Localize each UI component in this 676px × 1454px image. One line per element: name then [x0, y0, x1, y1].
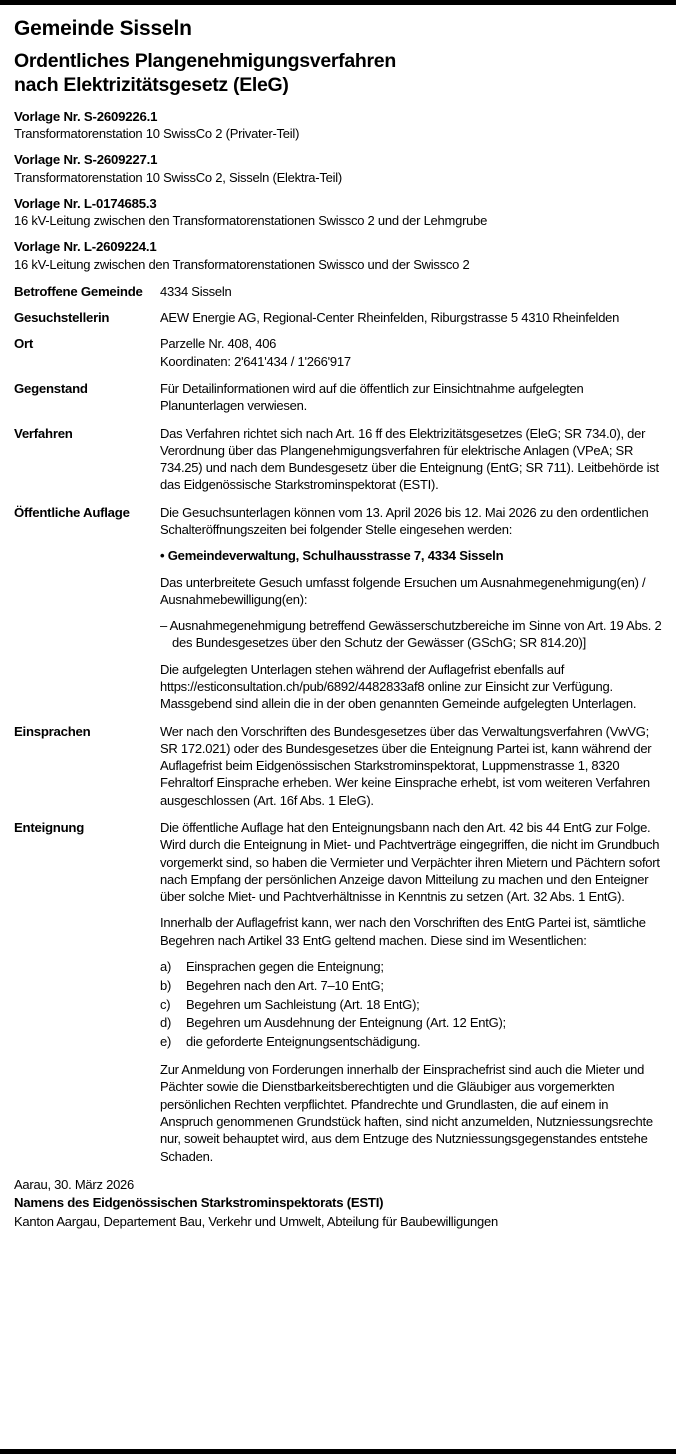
enteignung-begehren-list	[160, 958, 662, 1052]
vorlage-entry	[14, 109, 662, 143]
auflage-paragraph-1: Die Gesuchsunterlagen können vom 13. April 2026 bis 12. Mai 2026 zu den ordentlichen Schalteröffnungszeiten bei folgender Stelle eingesehen werden:	[160, 504, 649, 537]
value-enteignung	[160, 819, 662, 1165]
enteignung-paragraph-2: Innerhalb der Auflagefrist kann, wer nach den Vorschriften des EntG Partei ist, sämtliche Begehren nach Artikel 33 EntG geltend machen. Diese sind im Wesentlichen:	[160, 915, 646, 948]
row-gegenstand	[14, 380, 662, 415]
list-item-label: Begehren nach den Art. 7–10 EntG;	[186, 977, 384, 993]
list-item-letter: b)	[160, 977, 172, 993]
list-item-letter: c)	[160, 996, 171, 1012]
auflage-paragraph-2: Das unterbreitete Gesuch umfasst folgende Ersuchen um Ausnahmegenehmigung(en) / Ausnahmebewilligung(en):	[160, 574, 646, 607]
label-ort: Ort	[14, 336, 34, 352]
value-verfahren: Das Verfahren richtet sich nach Art. 16 ff des Elektrizitätsgesetzes (EleG; SR 734.0), der Verordnung über das Plangenehmigungsverfahren für elektrische Anlagen (VPeA; SR 734.25) und nach dem Bundesgesetz über die Enteignung (EntG; SR 711). Leitbehörde ist das Eidgenössische Starkstrominspektorat (ESTI).	[160, 425, 659, 493]
value-einsprachen: Wer nach den Vorschriften des Bundesgesetzes über das Verwaltungsverfahren (VwVG; SR 172.021) oder des Bundesgesetzes über die Enteignung Partei ist, kann während der Auflagefrist beim Eidgenössischen Starkstrominspektorat, Luppmenstrasse 1, 8320 Fehraltorf Einsprache erheben. Wer keine Einsprache erhebt, ist vom weiteren Verfahren ausgeschlossen (Art. 16f Abs. 1 EleG).	[160, 723, 652, 808]
row-ort	[14, 335, 662, 370]
list-item-label: Einsprachen gegen die Enteignung;	[186, 958, 384, 974]
vorlage-description: Transformatorenstation 10 SwissCo 2, Sisseln (Elektra-Teil)	[14, 169, 342, 185]
vorlage-entry	[14, 196, 662, 230]
row-gesuchstellerin	[14, 309, 662, 326]
row-oeffentliche-auflage	[14, 504, 662, 713]
label-einsprachen: Einsprachen	[14, 723, 91, 739]
vorlage-description: Transformatorenstation 10 SwissCo 2 (Privater-Teil)	[14, 126, 300, 142]
enteignung-paragraph-3: Zur Anmeldung von Forderungen innerhalb der Einsprachefrist sind auch die Mieter und Pächter sowie die Dienstbarkeitsberechtigten und die Gläubiger aus vorgemerkten persönlichen Rechten verpflichtet. Pfandrechte und Grundlasten, die auf einem in Anspruch genommenen Grundstück haften, sind nicht anzumelden, Nutzniessungsrechte nur, soweit behauptet wird, aus dem Entzuge des Nutzniessungsgegenstandes entstehe Schaden.	[160, 1062, 653, 1164]
label-gegenstand: Gegenstand	[14, 380, 88, 396]
label-gesuchstellerin: Gesuchstellerin	[14, 309, 110, 325]
value-oeffentliche-auflage	[160, 504, 662, 713]
footer-place-date: Aarau, 30. März 2026	[14, 1176, 135, 1192]
vorlage-number: Vorlage Nr. S-2609227.1	[14, 152, 158, 168]
page-title-line-1: Ordentliches Plangenehmigungsverfahren	[14, 50, 396, 72]
row-enteignung	[14, 819, 662, 1165]
page-title	[14, 50, 662, 98]
municipality-heading: Gemeinde Sisseln	[14, 17, 192, 40]
row-einsprachen	[14, 723, 662, 809]
label-enteignung: Enteignung	[14, 819, 85, 835]
label-verfahren: Verfahren	[14, 425, 73, 441]
label-oeffentliche-auflage: Öffentliche Auflage	[14, 504, 130, 520]
vorlage-number: Vorlage Nr. L-0174685.3	[14, 195, 157, 211]
ort-parzelle: Parzelle Nr. 408, 406	[160, 336, 277, 352]
value-gegenstand: Für Detailinformationen wird auf die öffentlich zur Einsichtnahme aufgelegten Planunterlagen verwiesen.	[160, 380, 584, 414]
list-item-letter: e)	[160, 1034, 172, 1050]
vorlage-entry	[14, 239, 662, 273]
list-item	[160, 996, 662, 1015]
vorlage-number: Vorlage Nr. L-2609224.1	[14, 239, 157, 255]
list-item-label: Begehren um Ausdehnung der Enteignung (Art. 12 EntG);	[186, 1015, 506, 1031]
label-betroffene-gemeinde: Betroffene Gemeinde	[14, 283, 143, 299]
footer-authority: Namens des Eidgenössischen Starkstrominspektorats (ESTI)	[14, 1195, 384, 1211]
row-betroffene-gemeinde	[14, 283, 662, 300]
value-gesuchstellerin: AEW Energie AG, Regional-Center Rheinfelden, Riburgstrasse 5 4310 Rheinfelden	[160, 309, 620, 325]
list-item	[160, 1033, 662, 1052]
page-title-line-2: nach Elektrizitätsgesetz (EleG)	[14, 73, 289, 96]
ort-koordinaten: Koordinaten: 2'641'434 / 1'266'917	[160, 353, 351, 369]
value-betroffene-gemeinde: 4334 Sisseln	[160, 283, 232, 299]
auflage-paragraph-4: Die aufgelegten Unterlagen stehen während der Auflagefrist ebenfalls auf https://esticonsultation.ch/pub/6892/4482833af8 online zur Einsicht zur Verfügung. Massgebend sind allein die in der oben genannten Gemeinde aufgelegten Unterlagen.	[160, 661, 637, 712]
list-item-letter: a)	[160, 958, 172, 974]
footer-department: Kanton Aargau, Departement Bau, Verkehr und Umwelt, Abteilung für Baubewilligungen	[14, 1214, 498, 1230]
auflage-location-bullet: • Gemeindeverwaltung, Schulhausstrasse 7, 4334 Sisseln	[160, 548, 504, 564]
list-item-label: die geforderte Enteignungsentschädigung.	[186, 1034, 421, 1050]
vorlage-description: 16 kV-Leitung zwischen den Transformatorenstationen Swissco und der Swissco 2	[14, 256, 470, 272]
list-item	[160, 1014, 662, 1033]
auflage-exception-item: – Ausnahmegenehmigung betreffend Gewässerschutzbereiche im Sinne von Art. 19 Abs. 2 des Bundesgesetzes über den Schutz der Gewässer (GSchG; SR 814.20)]	[160, 618, 662, 651]
vorlage-description: 16 kV-Leitung zwischen den Transformatorenstationen Swissco 2 und der Lehmgrube	[14, 213, 488, 229]
value-ort	[160, 335, 662, 370]
document-footer	[14, 1176, 662, 1231]
vorlage-number: Vorlage Nr. S-2609226.1	[14, 108, 158, 124]
list-item-letter: d)	[160, 1015, 172, 1031]
row-verfahren	[14, 425, 662, 494]
list-item	[160, 977, 662, 996]
list-item-label: Begehren um Sachleistung (Art. 18 EntG);	[186, 996, 420, 1012]
vorlage-entry	[14, 152, 662, 186]
enteignung-paragraph-1: Die öffentliche Auflage hat den Enteignungsbann nach den Art. 42 bis 44 EntG zur Folge. Wird durch die Enteignung in Miet- und Pachtverträge eingegriffen, die nicht im Grundbuch vorgemerkt sind, so haben die Vermieter und Verpächter ihren Mietern und Pächtern sofort nach Empfang der persönlichen Anzeige davon Mitteilung zu machen und den Enteigner über solche Miet- und Pachtverhältnisse in Kenntnis zu setzen (Art. 32 Abs. 1 EntG).	[160, 819, 660, 905]
list-item	[160, 958, 662, 977]
